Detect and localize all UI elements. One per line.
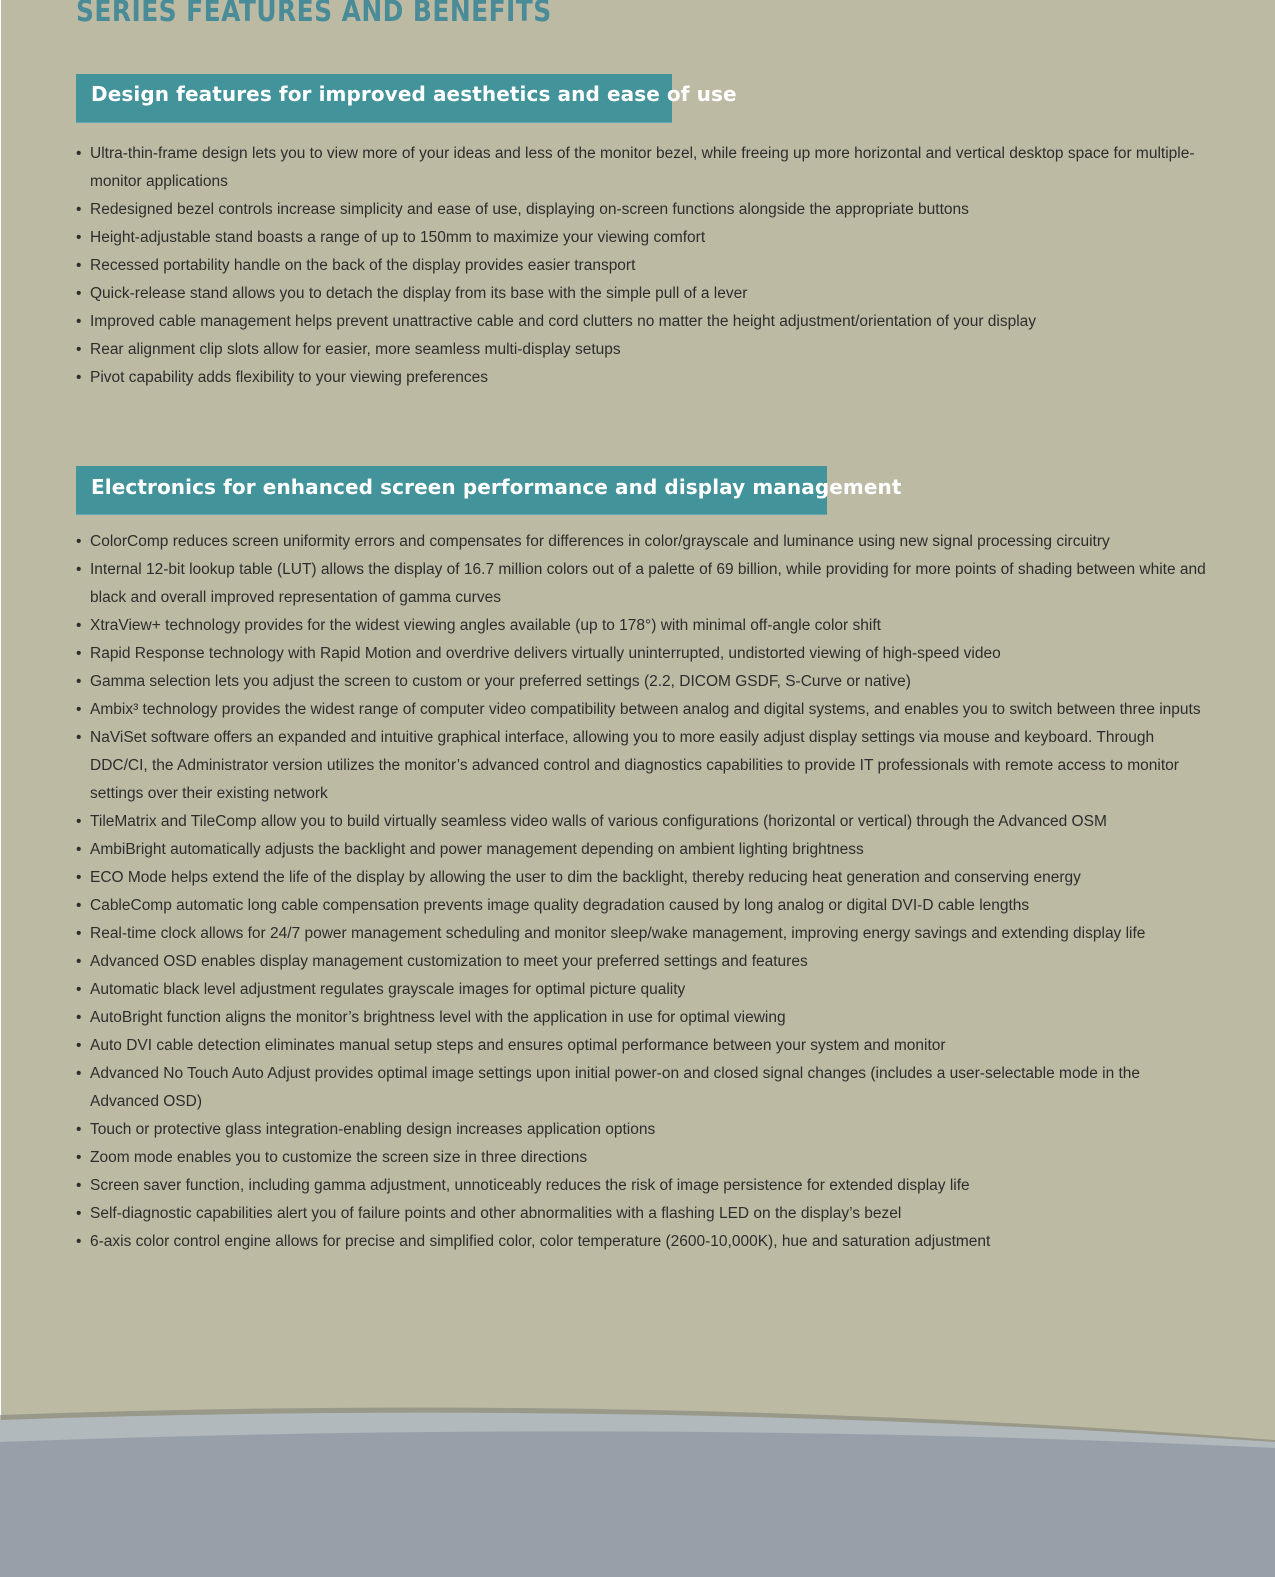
- feature-item: [76, 280, 1206, 308]
- feature-text: XtraView+ technology provides for the widest viewing angles available (up to 178°) with minimal off-angle color shift: [90, 617, 881, 634]
- feature-text: ColorComp reduces screen uniformity errors and compensates for differences in color/grayscale and luminance using new signal processing circuitry: [90, 533, 1110, 550]
- bullet-icon: •: [76, 841, 82, 858]
- bullet-icon: •: [76, 145, 82, 162]
- feature-item: [76, 976, 1206, 1004]
- feature-item: [76, 336, 1206, 364]
- feature-text: AmbiBright automatically adjusts the backlight and power management depending on ambient lighting brightness: [90, 841, 864, 858]
- feature-text: Recessed portability handle on the back of the display provides easier transport: [90, 257, 636, 274]
- feature-item: [76, 1200, 1206, 1228]
- feature-text: Touch or protective glass integration-enabling design increases application options: [90, 1121, 656, 1138]
- feature-item: [76, 612, 1206, 640]
- feature-item: [76, 1144, 1206, 1172]
- bullet-icon: •: [76, 201, 82, 218]
- feature-text: Advanced OSD enables display management customization to meet your preferred settings and features: [90, 953, 808, 970]
- bullet-icon: •: [76, 981, 82, 998]
- bullet-icon: •: [76, 925, 82, 942]
- feature-item: [76, 196, 1206, 224]
- bullet-icon: •: [76, 701, 82, 718]
- feature-item: [76, 252, 1206, 280]
- feature-text: Quick-release stand allows you to detach the display from its base with the simple pull of a lever: [90, 285, 748, 302]
- feature-item: [76, 1116, 1206, 1144]
- bullet-icon: •: [76, 1149, 82, 1166]
- feature-item: [76, 920, 1206, 948]
- bullet-icon: •: [76, 1009, 82, 1026]
- feature-text: 6-axis color control engine allows for precise and simplified color, color temperature (2600-10,000K), hue and saturation adjustment: [90, 1233, 991, 1250]
- feature-text: Improved cable management helps prevent unattractive cable and cord clutters no matter the height adjustment/orientation of your display: [90, 313, 1037, 330]
- feature-text: Advanced No Touch Auto Adjust provides optimal image settings upon initial power-on and closed signal changes (includes a user-selectable mode in the Advanced OSD): [90, 1065, 1141, 1110]
- feature-text: Pivot capability adds flexibility to your viewing preferences: [90, 369, 489, 386]
- electronics-features-header: [76, 466, 902, 515]
- footer-wave: [0, 1400, 1275, 1577]
- feature-text: NaViSet software offers an expanded and intuitive graphical interface, allowing you to more easily adjust display settings via mouse and keyboard. Through DDC/CI, the Administrator version utilizes the monitor’s advanced control and diagnostics capabilities to provide IT professionals with remote access to monitor settings over their existing network: [90, 729, 1179, 802]
- page-title: SERIES FEATURES AND BENEFITS: [76, 0, 552, 28]
- design-features-list: [76, 140, 1206, 392]
- bullet-icon: •: [76, 869, 82, 886]
- feature-text: Ultra-thin-frame design lets you to view more of your ideas and less of the monitor bezel, while freeing up more horizontal and vertical desktop space for multiple-monitor applications: [90, 145, 1195, 190]
- feature-text: CableComp automatic long cable compensation prevents image quality degradation caused by long analog or digital DVI-D cable lengths: [90, 897, 1030, 914]
- feature-text: Redesigned bezel controls increase simplicity and ease of use, displaying on-screen functions alongside the appropriate buttons: [90, 201, 969, 218]
- feature-item: [76, 556, 1206, 612]
- bullet-icon: •: [76, 229, 82, 246]
- feature-item: [76, 140, 1206, 196]
- feature-item: [76, 808, 1206, 836]
- feature-text: TileMatrix and TileComp allow you to build virtually seamless video walls of various configurations (horizontal or vertical) through the Advanced OSM: [90, 813, 1107, 830]
- feature-text: Rear alignment clip slots allow for easier, more seamless multi-display setups: [90, 341, 621, 358]
- electronics-features-heading: Electronics for enhanced screen performance and display management: [91, 475, 902, 499]
- feature-text: Auto DVI cable detection eliminates manual setup steps and ensures optimal performance between your system and monitor: [90, 1037, 946, 1054]
- feature-text: Rapid Response technology with Rapid Motion and overdrive delivers virtually uninterrupted, undistorted viewing of high-speed video: [90, 645, 1001, 662]
- feature-text: Zoom mode enables you to customize the screen size in three directions: [90, 1149, 588, 1166]
- bullet-icon: •: [76, 813, 82, 830]
- bullet-icon: •: [76, 1065, 82, 1082]
- footer-wave-body: [0, 1431, 1275, 1577]
- feature-item: [76, 640, 1206, 668]
- feature-text: AutoBright function aligns the monitor’s brightness level with the application in use for optimal viewing: [90, 1009, 786, 1026]
- feature-item: [76, 892, 1206, 920]
- feature-text: ECO Mode helps extend the life of the display by allowing the user to dim the backlight, thereby reducing heat generation and conserving energy: [90, 869, 1081, 886]
- feature-item: [76, 224, 1206, 252]
- feature-item: [76, 724, 1206, 808]
- feature-item: [76, 696, 1206, 724]
- feature-item: [76, 1228, 1206, 1256]
- bullet-icon: •: [76, 953, 82, 970]
- bullet-icon: •: [76, 645, 82, 662]
- feature-item: [76, 948, 1206, 976]
- bullet-icon: •: [76, 561, 82, 578]
- bullet-icon: •: [76, 617, 82, 634]
- feature-text: Internal 12-bit lookup table (LUT) allows the display of 16.7 million colors out of a palette of 69 billion, while providing for more points of shading between white and black and overall improved representation of gamma curves: [90, 561, 1206, 606]
- bullet-icon: •: [76, 341, 82, 358]
- bullet-icon: •: [76, 673, 82, 690]
- feature-item: [76, 1172, 1206, 1200]
- page-left-edge: [0, 0, 1, 1577]
- bullet-icon: •: [76, 1121, 82, 1138]
- feature-item: [76, 364, 1206, 392]
- feature-text: Gamma selection lets you adjust the screen to custom or your preferred settings (2.2, DICOM GSDF, S-Curve or native): [90, 673, 911, 690]
- bullet-icon: •: [76, 533, 82, 550]
- bullet-icon: •: [76, 1177, 82, 1194]
- feature-item: [76, 1060, 1206, 1116]
- feature-item: [76, 864, 1206, 892]
- bullet-icon: •: [76, 1205, 82, 1222]
- bullet-icon: •: [76, 369, 82, 386]
- bullet-icon: •: [76, 1037, 82, 1054]
- feature-item: [76, 836, 1206, 864]
- feature-item: [76, 528, 1206, 556]
- feature-item: [76, 1004, 1206, 1032]
- bullet-icon: •: [76, 1233, 82, 1250]
- design-features-header: [76, 74, 737, 123]
- feature-text: Screen saver function, including gamma adjustment, unnoticeably reduces the risk of image persistence for extended display life: [90, 1177, 970, 1194]
- feature-text: Automatic black level adjustment regulates grayscale images for optimal picture quality: [90, 981, 686, 998]
- bullet-icon: •: [76, 729, 82, 746]
- bullet-icon: •: [76, 257, 82, 274]
- feature-item: [76, 668, 1206, 696]
- feature-text: Ambix³ technology provides the widest range of computer video compatibility between analog and digital systems, and enables you to switch between three inputs: [90, 701, 1201, 718]
- feature-text: Height-adjustable stand boasts a range of up to 150mm to maximize your viewing comfort: [90, 229, 706, 246]
- electronics-features-list: [76, 528, 1206, 1256]
- bullet-icon: •: [76, 285, 82, 302]
- bullet-icon: •: [76, 313, 82, 330]
- feature-text: Self-diagnostic capabilities alert you of failure points and other abnormalities with a flashing LED on the display’s bezel: [90, 1205, 902, 1222]
- feature-text: Real-time clock allows for 24/7 power management scheduling and monitor sleep/wake management, improving energy savings and extending display life: [90, 925, 1146, 942]
- bullet-icon: •: [76, 897, 82, 914]
- design-features-heading: Design features for improved aesthetics and ease of use: [91, 82, 737, 106]
- feature-item: [76, 308, 1206, 336]
- feature-item: [76, 1032, 1206, 1060]
